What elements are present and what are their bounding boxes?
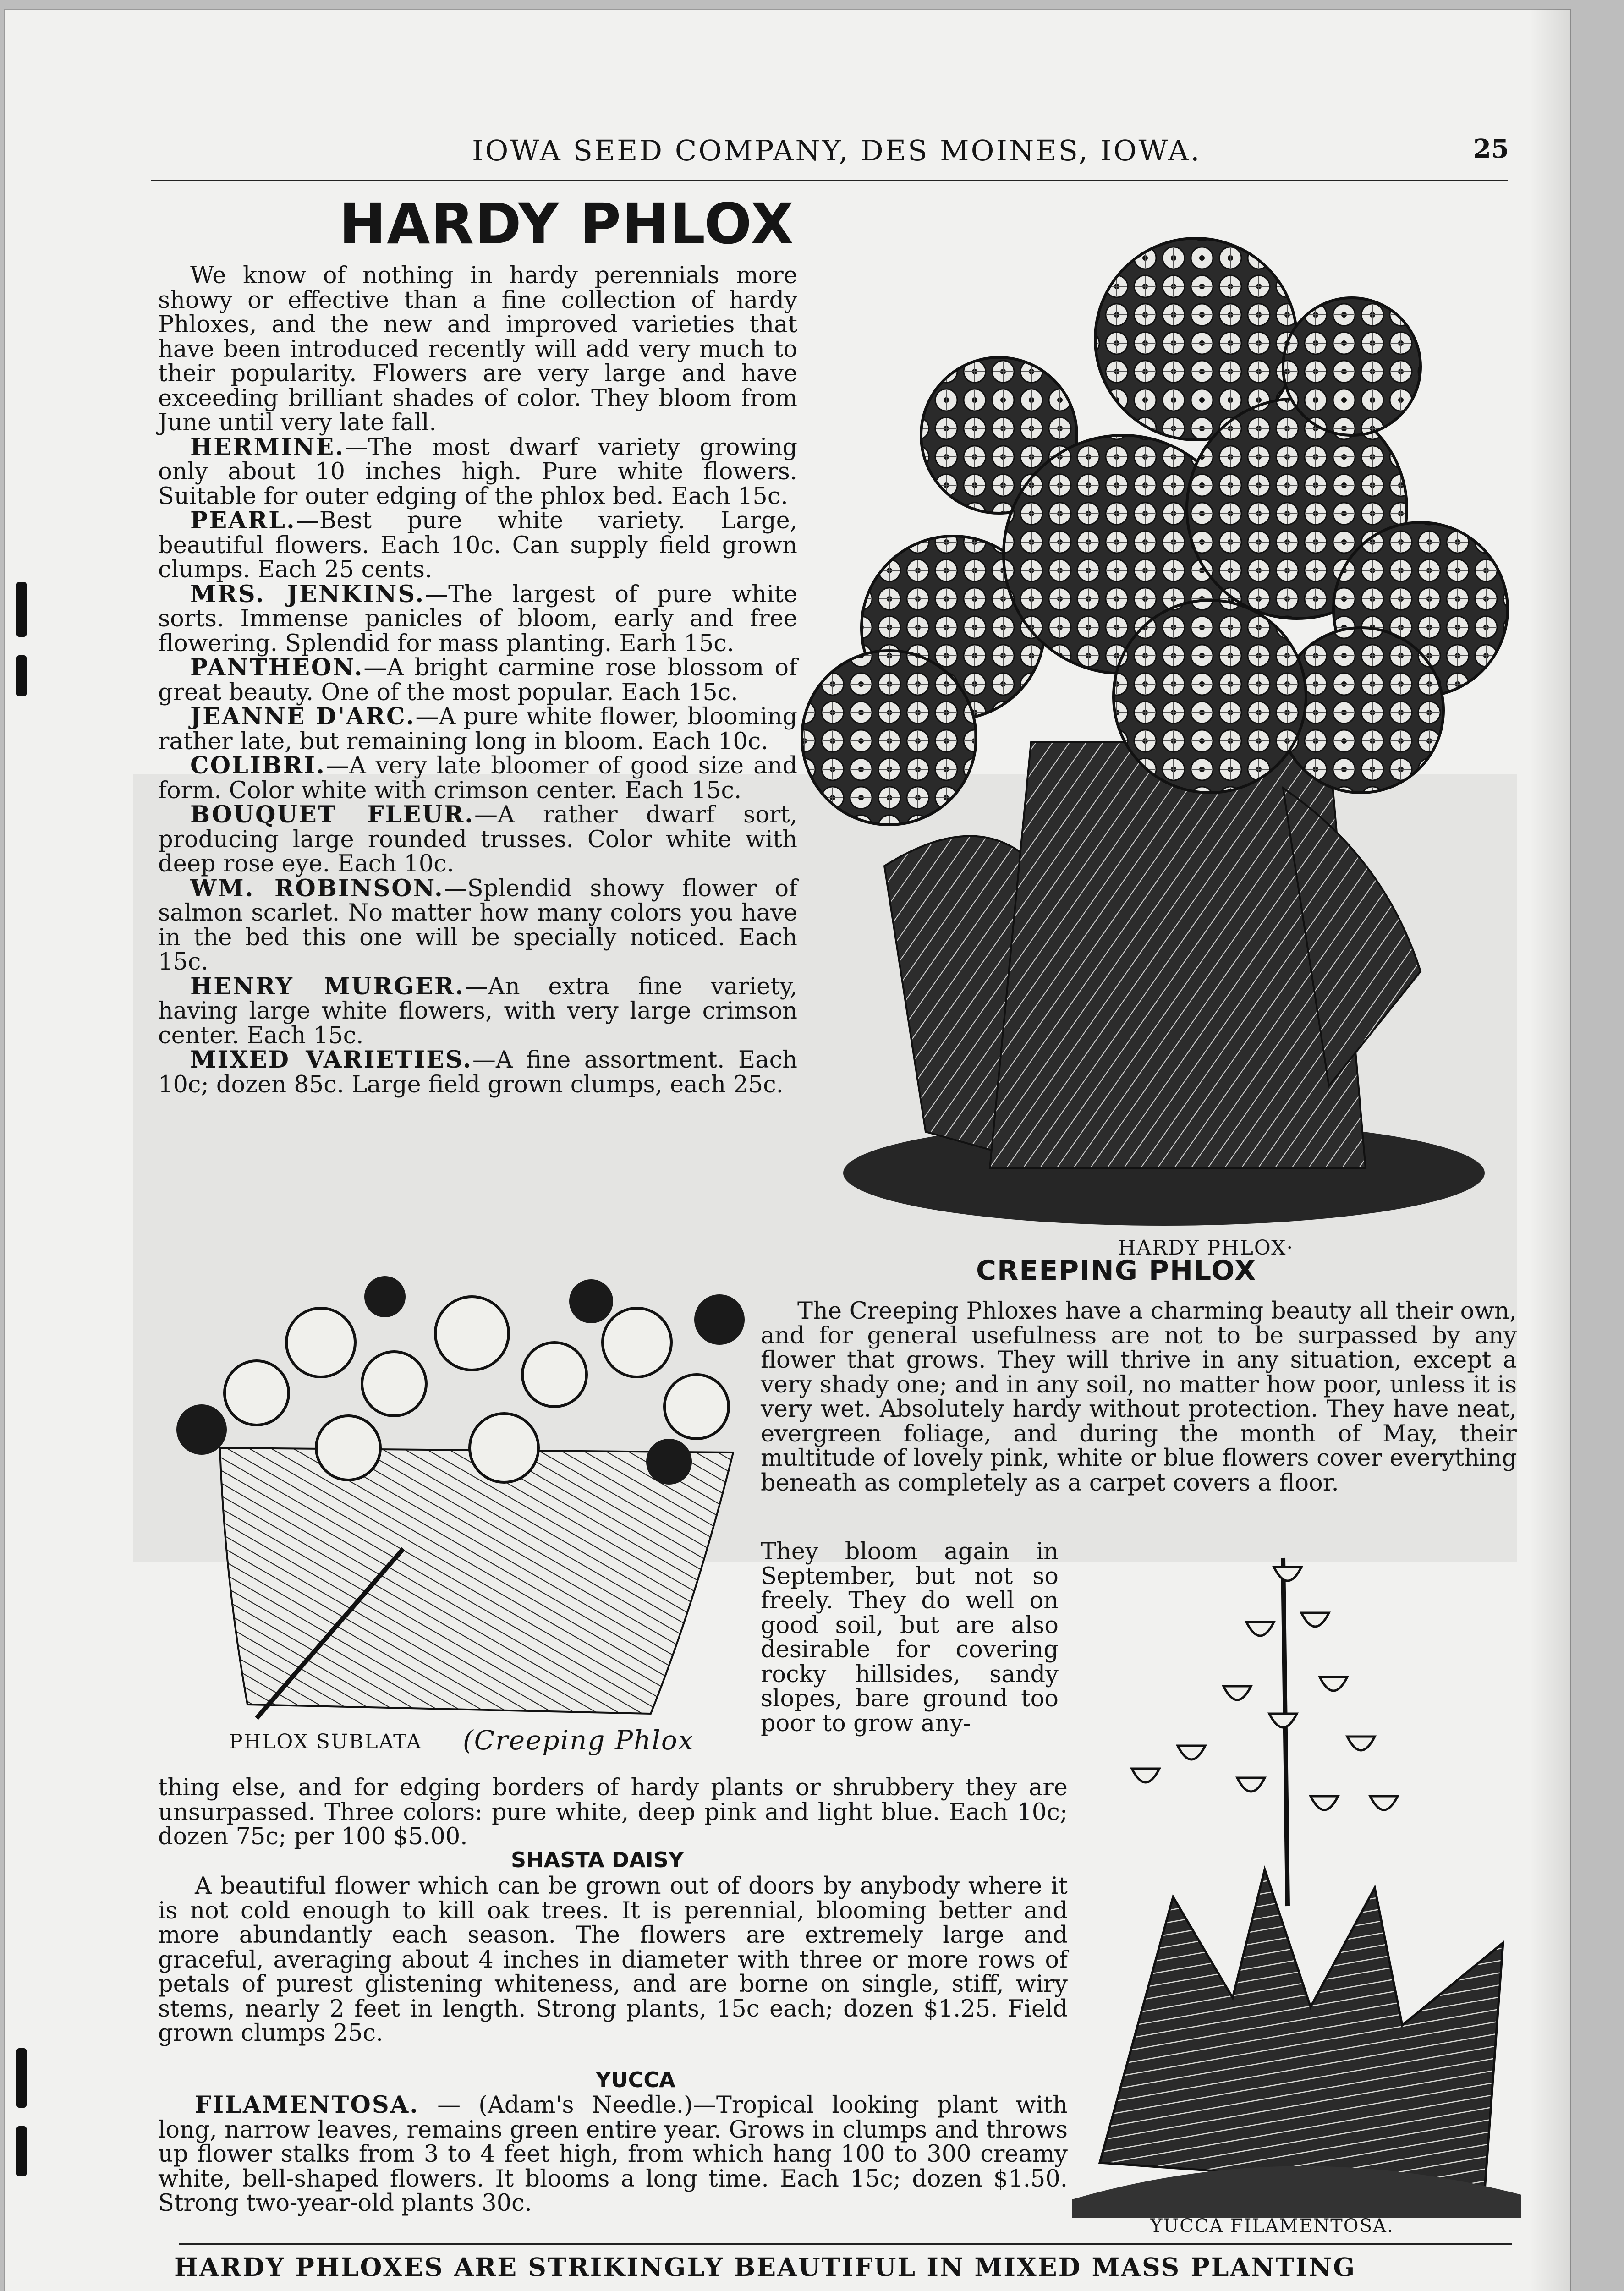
variety-name: PANTHEON. (190, 654, 364, 681)
binding-hole (16, 2126, 27, 2176)
variety-description: —A fine assortment. Each 10c; dozen 85c. Large field grown clumps, each 25c. (158, 1047, 797, 1098)
running-header: IOWA SEED COMPANY, DES MOINES, IOWA. (472, 134, 1202, 167)
variety-entry (158, 972, 797, 1049)
yucca-desc: — (Adam's Needle.)—Tropical looking plant with long, narrow leaves, remains green entire year. Grows in clumps and throws up flower stalks from 3 to 4 feet high, from which hang 100 to 300 creamy white, bell-shaped flowers. It blooms a long time. Each 15c; dozen $1.50. Strong two-year-old plants 30c. (158, 2092, 1068, 2217)
yucca-text (158, 2093, 1068, 2216)
variety-description: —A pure white flower, blooming rather late, but remaining long in bloom. Each 10c. (158, 703, 797, 755)
variety-description: —The largest of pure white sorts. Immense panicles of bloom, early and free flowering. Splendid for mass planting. Earh 15c. (158, 581, 797, 657)
variety-entry (158, 874, 797, 976)
variety-description: —A very late bloomer of good size and form. Color white with crimson center. Each 15c. (158, 752, 797, 804)
binding-hole (16, 582, 27, 637)
variety-description: —A bright carmine rose blossom of great beauty. One of the most popular. Each 15c. (158, 654, 797, 706)
variety-name: JEANNE D'ARC. (190, 703, 416, 730)
creeping-phlox-title: CREEPING PHLOX (976, 1255, 1257, 1287)
creeping-phlox-para-end: thing else, and for edging borders of hardy plants or shrubbery they are unsurpassed. Three colors: pure white, deep pink and light blue. Each 10c; dozen 75c; per 100 $5.00. (158, 1774, 1068, 1850)
variety-entry (158, 656, 797, 705)
page-number: 25 (1473, 134, 1509, 164)
hardy-phlox-title: HARDY PHLOX (339, 192, 795, 257)
variety-entry (158, 705, 797, 754)
variety-name: BOUQUET FLEUR. (190, 801, 474, 828)
shasta-daisy-title: SHASTA DAISY (511, 1847, 684, 1872)
creeping-phlox-para-top: The Creeping Phloxes have a charming beauty all their own, and for general usefulness are not to be surpassed by any flower that grows. They will thrive in any situation, except a very shady one; and in any soil, no matter how poor, unless it is very wet. Absolutely hardy without protection. They have neat, evergreen foliage, and during the month of May, their multitude of lovely pink, white or blue flowers cover everything beneath as completely as a carpet covers a floor. (761, 1298, 1517, 1496)
hardy-phlox-text (158, 263, 797, 1097)
variety-entry (158, 1048, 797, 1097)
hardy-phlox-caption: HARDY PHLOX· (1118, 1236, 1294, 1260)
variety-name: MRS. JENKINS. (190, 580, 425, 608)
variety-name: COLIBRI. (190, 752, 326, 779)
variety-description: —The most dwarf variety growing only about 10 inches high. Pure white flowers. Suitable for outer edging of the phlox bed. Each 15c. (158, 433, 797, 510)
hardy-phlox-illustration (733, 215, 1512, 1237)
footer-rule (179, 2243, 1512, 2245)
footer-banner: HARDY PHLOXES ARE STRIKINGLY BEAUTIFUL IN MIXED MASS PLANTING (174, 2252, 1356, 2282)
binding-hole (16, 2048, 27, 2108)
variety-description: —A rather dwarf sort, producing large rounded trusses. Color white with deep rose eye. Each 10c. (158, 801, 798, 877)
yucca-name: FILAMENTOSA. (195, 2091, 419, 2119)
variety-entry (158, 754, 797, 803)
variety-description: —Splendid showy flower of salmon scarlet. No matter how many colors you have in the bed this one will be specially noticed. Each 15c. (158, 875, 797, 976)
variety-list (158, 435, 797, 1097)
hardy-phlox-intro: We know of nothing in hardy perennials more showy or effective than a fine collection of hardy Phloxes, and the new and improved varieties that have been introduced recently will add very much to their popularity. Flowers are very large and have exceeding brilliant shades of color. They bloom from June until very late fall. (158, 262, 797, 436)
yucca-title: YUCCA (596, 2067, 675, 2092)
variety-entry (158, 435, 797, 509)
variety-name: MIXED VARIETIES. (190, 1046, 472, 1074)
binding-hole (16, 655, 27, 696)
variety-description: —Best pure white variety. Large, beautiful flowers. Each 10c. Can supply field grown clumps. Each 25 cents. (158, 507, 797, 583)
variety-name: PEARL. (190, 507, 296, 534)
variety-name: HERMINE. (190, 433, 345, 461)
variety-entry (158, 803, 797, 877)
variety-name: WM. ROBINSON. (190, 874, 444, 902)
variety-entry (158, 582, 797, 656)
variety-entry (158, 509, 797, 582)
yucca-caption: YUCCA FILAMENTOSA. (1150, 2215, 1394, 2236)
variety-description: —An extra fine variety, having large white flowers, with very large crimson center. Each 15c. (158, 973, 797, 1049)
creeping-phlox-para-narrow: They bloom again in September, but not so freely. They do well on good soil, but are also desirable for covering rocky hillsides, sandy slopes, bare ground too poor to grow any- (761, 1538, 1059, 1737)
header-rule (151, 180, 1508, 181)
shasta-daisy-text: A beautiful flower which can be grown out of doors by anybody where it is not cold enough to kill oak trees. It is perennial, blooming better and more abundantly each season. The flowers are extremely large and graceful, averaging about 4 inches in diameter with three or more rows of petals of purest glistening whiteness, and are borne on single, stiff, wiry stems, nearly 2 feet in length. Strong plants, 15c each; dozen $1.25. Field grown clumps 25c. (158, 1873, 1068, 2047)
yucca-illustration (1072, 1540, 1521, 2218)
variety-name: HENRY MURGER. (190, 972, 465, 1000)
creeping-phlox-caption: (Creeping Phlox (463, 1725, 694, 1756)
creeping-phlox-illustration (156, 1255, 752, 1723)
phlox-sublata-caption: PHLOX SUBLATA (229, 1730, 422, 1754)
